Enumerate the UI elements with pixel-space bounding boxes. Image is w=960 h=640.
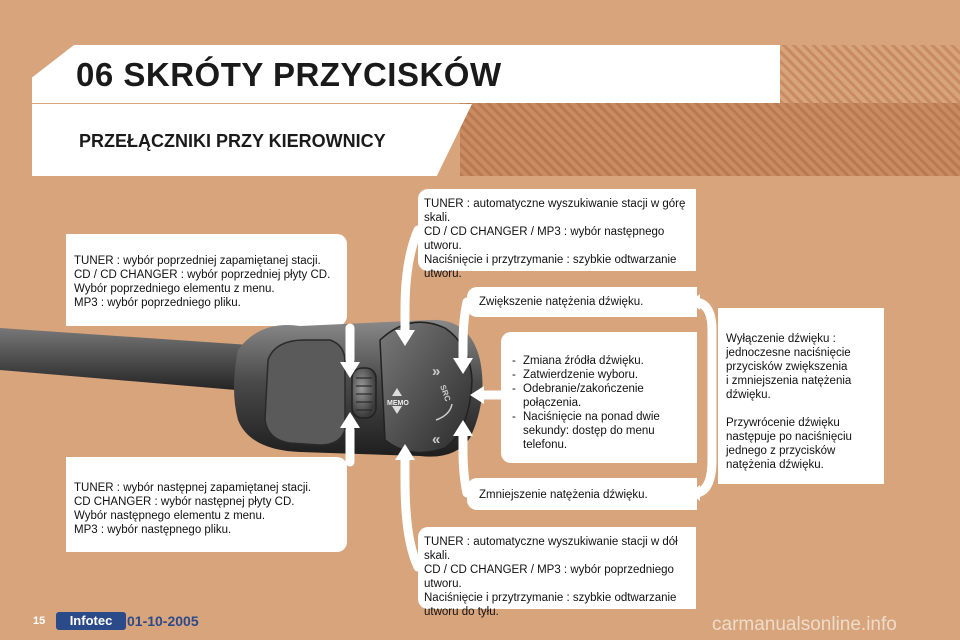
callout-line: dźwięku. bbox=[726, 389, 771, 401]
callout-line: utworu do tyłu. bbox=[424, 606, 499, 618]
callout-line: CD CHANGER : wybór następnej płyty CD. bbox=[74, 496, 295, 508]
callout-line: Wybór następnego elementu z menu. bbox=[74, 510, 266, 522]
page-number: 15 bbox=[33, 615, 46, 627]
callout-text: Zwiększenie natężenia dźwięku. bbox=[479, 296, 644, 308]
callout-line: TUNER : wybór następnej zapamiętanej stacji. bbox=[74, 482, 312, 494]
callout-line: CD / CD CHANGER / MP3 : wybór następnego bbox=[424, 226, 665, 238]
callout-line: TUNER : automatyczne wyszukiwanie stacji w dół skali. bbox=[424, 536, 678, 562]
arrow-seek-down bbox=[405, 460, 418, 567]
callout-line: jednoczesne naciśnięcie bbox=[726, 347, 851, 359]
list-item: - Zatwierdzenie wyboru. bbox=[507, 368, 691, 382]
arrow-vol-up bbox=[463, 302, 467, 360]
stalk-arm bbox=[0, 328, 260, 392]
callout-line: TUNER : automatyczne wyszukiwanie stacji w górę skali. bbox=[424, 198, 686, 224]
memo-label: MEMO bbox=[387, 400, 409, 407]
arrow-mute bbox=[697, 302, 712, 493]
callout-line: utworu. bbox=[424, 268, 462, 280]
document-date: 01-10-2005 bbox=[127, 613, 199, 629]
section-subtitle: PRZEŁĄCZNIKI PRZY KIEROWNICY bbox=[79, 131, 386, 151]
rewind-icon: « bbox=[432, 431, 441, 448]
callout-line: natężenia dźwięku. bbox=[726, 459, 824, 471]
list-item: - Zmiana źródła dźwięku. bbox=[507, 354, 691, 368]
callout-line: następuje po naciśnięciu bbox=[726, 431, 852, 443]
callout-line: MP3 : wybór następnego pliku. bbox=[74, 524, 232, 536]
callout-line: CD / CD CHANGER / MP3 : wybór poprzedniego bbox=[424, 564, 674, 576]
callout-line: Naciśnięcie i przytrzymanie : szybkie odtwarzanie bbox=[424, 254, 677, 266]
callout-line: Wyłączenie dźwięku : bbox=[726, 333, 836, 345]
infotec-logo: Infotec bbox=[56, 612, 126, 630]
callout-line: Naciśnięcie i przytrzymanie : szybkie odtwarzanie bbox=[424, 592, 677, 604]
list-item: - Odebranie/zakończenie połączenia. bbox=[507, 382, 691, 410]
page-title: 06 SKRÓTY PRZYCISKÓW bbox=[76, 56, 502, 93]
callout-line: MP3 : wybór poprzedniego pliku. bbox=[74, 297, 241, 309]
callout-line: utworu. bbox=[424, 578, 462, 590]
callout-line: utworu. bbox=[424, 240, 462, 252]
callout-line: przycisków zwiększenia bbox=[726, 361, 848, 373]
callout-line: CD / CD CHANGER : wybór poprzedniej płyty CD. bbox=[74, 269, 331, 281]
callout-line: Wybór poprzedniego elementu z menu. bbox=[74, 283, 275, 295]
callout-line: jednego z przycisków bbox=[726, 445, 836, 457]
watermark: carmanualsonline.info bbox=[712, 614, 897, 635]
fast-forward-icon: » bbox=[432, 363, 441, 380]
callout-line: TUNER : wybór poprzedniej zapamiętanej stacji. bbox=[74, 255, 321, 267]
list-item: - Naciśnięcie na ponad dwie sekundy: dostęp do menu telefonu. bbox=[507, 410, 691, 452]
callout-text: Zmniejszenie natężenia dźwięku. bbox=[479, 489, 648, 501]
callout-line: i zmniejszenia natężenia bbox=[726, 375, 852, 387]
src-label: SRC bbox=[438, 383, 453, 403]
arrow-vol-down bbox=[463, 436, 467, 493]
arrow-seek-up bbox=[405, 230, 418, 330]
stalk-panel bbox=[265, 340, 345, 445]
callout-line: Przywrócenie dźwięku bbox=[726, 417, 840, 429]
